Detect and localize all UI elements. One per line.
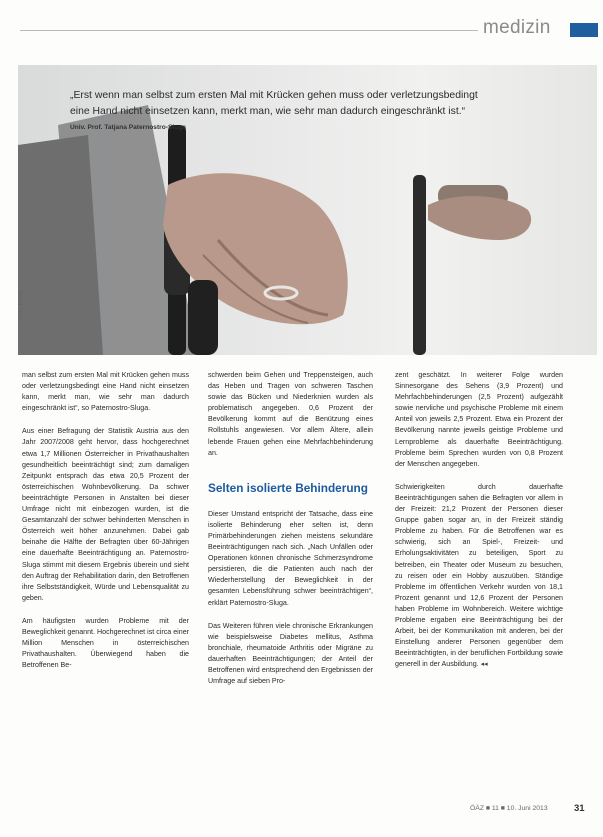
- pull-quote-text: „Erst wenn man selbst zum ersten Mal mit Krücken gehen muss oder verletzungsbedingt eine Hand nicht einsetzen kann, merkt man, wie sehr man dadurch eingeschränkt ist.“: [70, 90, 478, 117]
- paragraph-text: Schwierigkeiten durch dauerhafte Beeinträchtigungen sahen die Befragten vor allem in der Freizeit: 21,2 Prozent der Personen dieser Gruppe gaben sogar an, in der Freizeit ständig Probleme zu haben. Für die Betroffenen war es schwierig, sich an Spiel-, Freizeit- und Erholungsaktivitäten zu beteiligen, Sport zu betreiben, ein Theater oder Museum zu besuchen, zu reisen oder ein Hobby auszuüben. Ständige Probleme im öffentlichen Verkehr wurden von 18,1 Prozent genannt und 12,6 Prozent der Personen haben Probleme im Wohnbereich. Weitere wichtige Probleme ergaben eine Beeinträchtigung bei der Arbeit, bei der Kommunikation mit anderen, bei der Einstellung anderer Personen gegenüber dem Beeinträchtigten, in der beruflichen Fortbildung sowie generell in der Ausbildung.: [395, 482, 563, 669]
- paragraph: schwerden beim Gehen und Treppensteigen, auch das Heben und Tragen von schweren Taschen sowie das Bücken und Niederknien wurden als problematisch angegeben. 0,6 Prozent der Bevölkerung kommt auf die Benützung eines Rollstuhls angewiesen. Vor allem Ältere, allein lebende Frauen gehen eine Mehrfachbehinderung an.: [208, 371, 373, 457]
- article-column-2: [208, 370, 373, 687]
- article-column-1: [22, 370, 189, 671]
- article-column-3: [395, 370, 563, 670]
- photo-credit: Foto: Fotolia: [18, 290, 24, 318]
- section-color-block: [570, 23, 598, 37]
- paragraph: [395, 482, 563, 671]
- subheading: Selten isolierte Behinderung: [208, 480, 368, 495]
- header-rule: [20, 30, 478, 31]
- article-end-mark: ◂◂: [480, 661, 488, 669]
- pull-quote: [70, 88, 480, 136]
- section-title: medizin: [483, 17, 551, 38]
- paragraph: man selbst zum ersten Mal mit Krücken gehen muss oder verletzungsbedingt eine Hand nicht einsetzen kann, merkt man, wie sehr man dadurch eingeschränkt ist“, so Paternostro-Sluga.: [22, 371, 189, 413]
- pull-quote-author: Univ. Prof. Tatjana Paternostro-Sluga: [70, 124, 186, 131]
- paragraph: Dieser Umstand entspricht der Tatsache, dass eine isolierte Behinderung eher selten ist, denn Primärbehinderungen ziehen meistens sekundäre Beeinträchtigungen nach sich. „Nach Unfällen oder Operationen können chronische Schmerzsyndrome persistieren, die die Patienten auch nach der Wiederherstellung der Beweglichkeit in der gesamten Lebensführung schwer beeinträchtigen“, erklärt Paternostro-Sluga.: [208, 509, 373, 607]
- page-number: 31: [574, 803, 585, 814]
- paragraph: Das Weiteren führen viele chronische Erkrankungen wie beispielsweise Diabetes mellitus, Asthma bronchiale, rheumatoide Arthritis oder Migräne zu dauerhaften Beeinträchtigungen; der Anteil der Betroffenen wird entsprechend den Ergebnissen der Umfrage auf sieben Pro-: [208, 621, 373, 686]
- paragraph: Aus einer Befragung der Statistik Austria aus den Jahr 2007/2008 geht hervor, dass hochgerechnet etwa 1,7 Millionen Österreicher in Privathaushalten gesundheitlich beeinträchtigt sind; zum damaligen Zeitpunkt entsprach das etwa 20,5 Prozent der österreichischen Wohnbevölkerung. Da schwer beeinträchtigte Personen in Anstalten bei dieser Umfrage nicht mit einbezogen wurden, ist die Gesamtanzahl der schwer behinderten Menschen in Österreich weit höher anzunehmen. Dabei gab beinahe die Hälfte der Befragten über 60-Jährigen eine dauerhafte Beeinträchtigung an. Paternostro-Sluga stimmt mit diesem Ergebnis überein und sieht den Auftrag der Rehabilitation darin, den Betroffenen ihre Selbstständigkeit, Würde und Lebensqualität zu geben.: [22, 427, 189, 602]
- paragraph: zent geschätzt. In weiterer Folge wurden Sinnesorgane des Sehens (3,9 Prozent) und Mehrfachbehinderungen (2,5 Prozent) aufgezählt sowie nervliche und psychische Probleme mit einem Anteil von jeweils 2,5 Prozent. Etwa ein Prozent der Bevölkerung nannte jeweils geistige Probleme und Lernprobleme als dauerhafte Beeinträchtigung. Probleme beim Sprechen wurden von 0,8 Prozent der Menschen angegeben.: [395, 371, 563, 468]
- publication-footer: ÖÄZ ■ 11 ■ 10. Juni 2013: [470, 805, 548, 812]
- paragraph: Am häufigsten wurden Probleme mit der Beweglichkeit genannt. Hochgerechnet ist circa einer Million Menschen in österreichischen Privathaushalten. Überwiegend haben die Betroffenen Be-: [22, 616, 189, 670]
